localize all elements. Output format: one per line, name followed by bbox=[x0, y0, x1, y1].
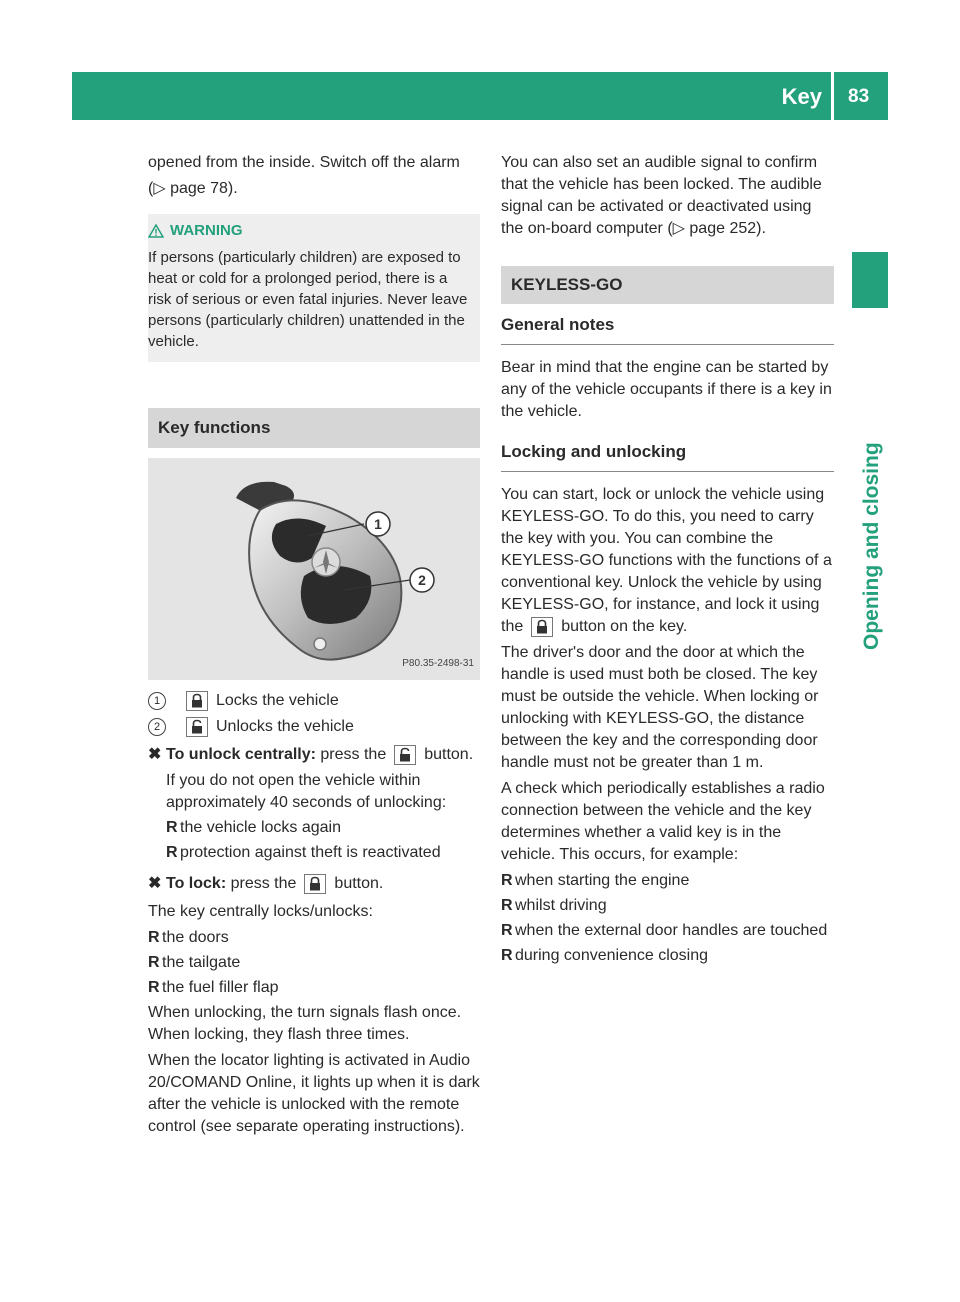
heading-general-notes: General notes bbox=[501, 314, 834, 345]
padlock-open-icon bbox=[394, 745, 416, 765]
legend-item-lock bbox=[148, 690, 480, 712]
list-item: R when the external door handles are touched bbox=[501, 922, 828, 939]
list-item: R the doors bbox=[148, 929, 229, 946]
warning-triangle-icon bbox=[148, 224, 164, 238]
list-item: R whilst driving bbox=[501, 897, 607, 914]
step-pre: press the bbox=[320, 746, 387, 763]
step-body bbox=[166, 744, 480, 867]
callout-2: 2 bbox=[418, 572, 426, 588]
section-title-key-functions: Key functions bbox=[148, 408, 480, 448]
key-figure bbox=[148, 458, 480, 680]
audible-text: You can also set an audible signal to confirm that the vehicle has been locked. The audible signal can be activated or deactivated using the on-board computer (▷ page 252). bbox=[501, 154, 822, 237]
page-number: 83 bbox=[848, 86, 870, 107]
legend-number: 1 bbox=[148, 692, 166, 710]
warning-box bbox=[148, 214, 480, 362]
step-unlock bbox=[148, 744, 480, 867]
locator-text: When the locator lighting is activated in Audio 20/COMAND Online, it lights up when it is dark after the vehicle is unlocked with the remote control (see separate operating instructions). bbox=[148, 1052, 480, 1135]
intro-line-1: opened from the inside. Switch off the alarm bbox=[148, 154, 460, 171]
locking-text-1: You can start, lock or unlock the vehicle using KEYLESS-GO. To do this, you need to carry the key with you. You can combine the KEYLESS-GO functions with the functions of a conventional key. Unlock the vehicle by using KEYLESS-GO, for instance, and lock it using the button on the key. bbox=[501, 486, 832, 635]
heading-locking-unlocking: Locking and unlocking bbox=[501, 441, 834, 472]
key-illustration bbox=[148, 458, 480, 680]
step-body bbox=[166, 873, 480, 895]
list-item: R the fuel filler flap bbox=[148, 979, 279, 996]
step-post: button. bbox=[334, 875, 384, 892]
left-column bbox=[148, 152, 480, 1142]
side-label-container bbox=[858, 320, 882, 680]
legend-text: Unlocks the vehicle bbox=[216, 718, 354, 735]
step-label: To unlock centrally: bbox=[166, 746, 316, 763]
side-label: Opening and closing bbox=[860, 442, 883, 650]
padlock-closed-icon bbox=[304, 874, 326, 894]
step-post: button. bbox=[424, 746, 474, 763]
padlock-closed-icon bbox=[186, 691, 208, 711]
section-title-keyless-go: KEYLESS-GO bbox=[501, 266, 834, 304]
legend-text: Locks the vehicle bbox=[216, 692, 339, 709]
locking-text-2: The driver's door and the door at which the handle is used must both be closed. The key must be outside the vehicle. When locking or unlocking with KEYLESS-GO, the distance between the key and the corresponding door handle must not be greater than 1 m. bbox=[501, 644, 819, 771]
callout-1: 1 bbox=[374, 516, 382, 532]
step-arrow-icon: ✖ bbox=[148, 746, 162, 763]
list-item: R protection against theft is reactivated bbox=[166, 844, 441, 861]
header-bar bbox=[72, 72, 888, 120]
step-label: To lock: bbox=[166, 875, 227, 892]
flash-text: When unlocking, the turn signals flash once. When locking, they flash three times. bbox=[148, 1004, 462, 1043]
warning-header bbox=[148, 220, 472, 241]
padlock-open-icon bbox=[186, 717, 208, 737]
step-arrow-icon: ✖ bbox=[148, 875, 162, 892]
right-column bbox=[501, 152, 834, 970]
warning-text: If persons (particularly children) are exposed to heat or cold for a prolonged period, there is a risk of serious or even fatal injuries. Never leave persons (particularly children) unattended in the vehicle. bbox=[148, 249, 468, 350]
list-item: R when starting the engine bbox=[501, 872, 690, 889]
intro-line-2: (▷ page 78). bbox=[148, 180, 238, 197]
general-text: Bear in mind that the engine can be started by any of the vehicle occupants if there is a key in the vehicle. bbox=[501, 359, 832, 420]
step-pre: press the bbox=[230, 875, 297, 892]
list-item: R the vehicle locks again bbox=[166, 819, 341, 836]
figure-code: P80.35-2498-31 bbox=[402, 658, 474, 669]
legend-item-unlock bbox=[148, 716, 480, 738]
step-lock bbox=[148, 873, 480, 895]
legend-number: 2 bbox=[148, 718, 166, 736]
header-divider bbox=[831, 72, 834, 120]
step-detail: If you do not open the vehicle within approximately 40 seconds of unlocking: bbox=[166, 772, 447, 811]
side-tab bbox=[852, 252, 888, 308]
list-item: R the tailgate bbox=[148, 954, 241, 971]
padlock-closed-icon bbox=[531, 617, 553, 637]
list-item: R during convenience closing bbox=[501, 947, 709, 964]
warning-title: WARNING bbox=[170, 222, 243, 239]
header-section-title: Key bbox=[781, 84, 822, 109]
central-intro: The key centrally locks/unlocks: bbox=[148, 903, 373, 920]
locking-text-3: A check which periodically establishes a radio connection between the vehicle and the key determines whether a valid key is in the vehicle. This occurs, for example: bbox=[501, 780, 825, 863]
